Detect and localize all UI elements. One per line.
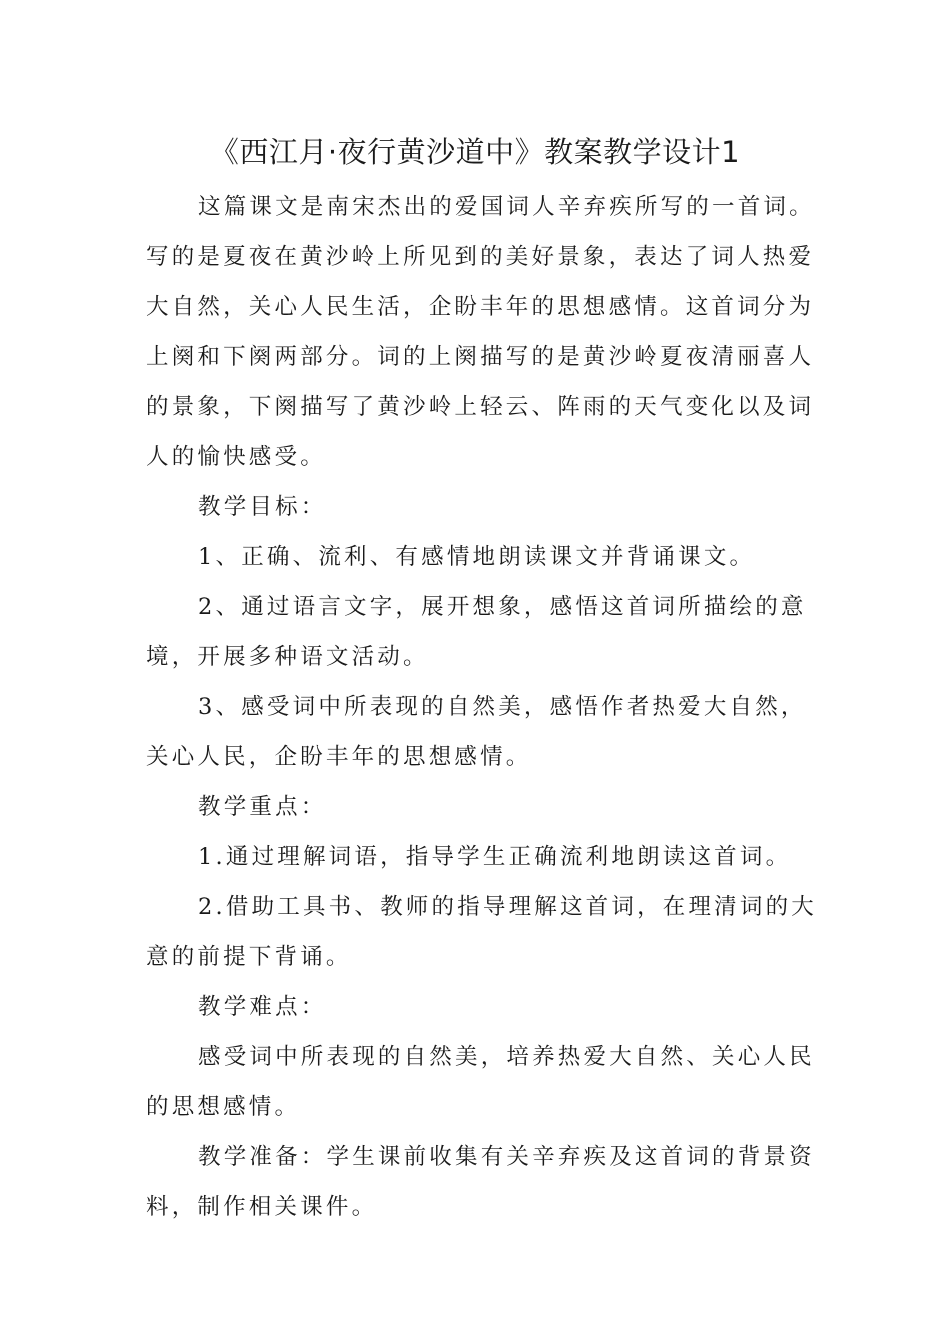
preparation-paragraph: 教学准备：学生课前收集有关辛弃疾及这首词的背景资料，制作相关课件。 — [146, 1144, 815, 1220]
objective-item-3: 3、感受词中所表现的自然美，感悟作者热爱大自然，关心人民，企盼丰年的思想感情。 — [146, 694, 807, 770]
section-heading-difficulties: 教学难点： — [198, 994, 327, 1020]
key-point-item-2: 2.借助工具书、教师的指导理解这首词，在理清词的大意的前提下背诵。 — [146, 894, 817, 970]
objective-item-2: 2、通过语言文字，展开想象，感悟这首词所描绘的意境，开展多种语文活动。 — [146, 594, 807, 670]
document-title: 《西江月·夜行黄沙道中》教案教学设计1 — [209, 135, 741, 169]
document-page — [146, 128, 826, 1232]
objective-item-1: 1、正确、流利、有感情地朗读课文并背诵课文。 — [198, 544, 756, 570]
intro-paragraph: 这篇课文是南宋杰出的爱国词人辛弃疾所写的一首词。写的是夏夜在黄沙岭上所见到的美好景象，表达了词人热爱大自然，关心人民生活，企盼丰年的思想感情。这首词分为上阕和下阕两部分。词的上阕描写的是黄沙岭夏夜清丽喜人的景象，下阕描写了黄沙岭上轻云、阵雨的天气变化以及词人的愉快感受。 — [146, 194, 815, 470]
key-point-item-1: 1.通过理解词语，指导学生正确流利地朗读这首词。 — [198, 844, 792, 870]
difficulty-paragraph: 感受词中所表现的自然美，培养热爱大自然、关心人民的思想感情。 — [146, 1044, 815, 1120]
section-heading-key-points: 教学重点： — [198, 794, 327, 820]
section-heading-objectives: 教学目标： — [198, 494, 327, 520]
